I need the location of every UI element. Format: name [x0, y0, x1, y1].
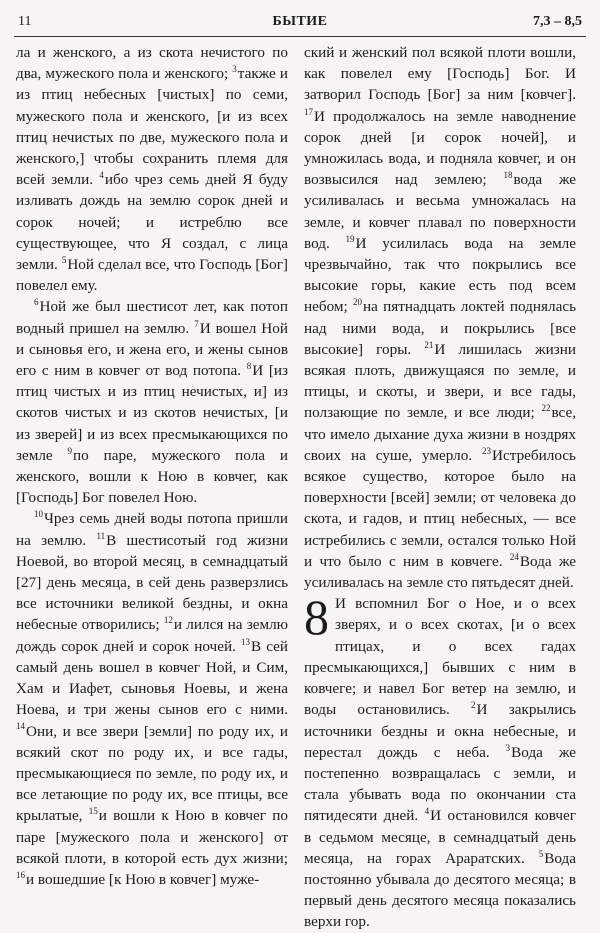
verse-text: ла и женского, а из скота нечистого по два, мужеского пола и женского;	[16, 44, 288, 83]
verse-number: 4	[424, 806, 430, 817]
verse-number: 3	[505, 742, 511, 753]
verse-number: 13	[240, 636, 250, 647]
verse-number: 20	[353, 297, 362, 308]
verse-number: 2	[471, 700, 476, 711]
verse-text: И усилилась вода на земле чрезвычайно, так что покрылись все высокие горы, какие есть под всем небом;	[304, 234, 576, 316]
verse-text: Истребилось всякое существо, которое было на поверхности [всей] земли; от человека до скота, и гадов, и птиц небесных, — все истребились с земли, остался только Ной и что было с ним в ковчеге.	[304, 446, 576, 570]
verse-text: И вспомнил Бог о Ное, и о всех зверях, и о всех скотах, [и о всех птицах, и о всех гадах пресмыкающихся,] бывших с ним в ковчеге; и навел Бог ветер на землю, и воды остановились.	[304, 595, 576, 719]
verse-paragraph	[304, 42, 576, 593]
verse-paragraph	[16, 296, 288, 508]
running-header	[14, 10, 586, 37]
verse-number: 15	[88, 806, 98, 817]
verse-text: И закрылись источники бездны и окна небесные, и перестал дождь с неба.	[304, 701, 576, 761]
chapter-verse-reference: 7,3 – 8,5	[533, 14, 582, 29]
verse-number: 21	[424, 339, 434, 350]
verse-number: 5	[538, 848, 544, 859]
verse-number: 24	[509, 551, 519, 562]
verse-text: Они, и все звери [земли] по роду их, и всякий скот по роду их, и все гады, пресмыкающиеся по земле, по роду их, и все летающие по роду их, все птицы, все крылатые,	[16, 722, 288, 825]
verse-text: И вошел Ной и сыновья его, и жена его, и жены сынов его с ним в ковчег от вод потопа.	[16, 319, 288, 380]
verse-text: Вода же усиливалась на земле сто пятьдесят дней.	[304, 552, 576, 592]
verse-text: И продолжалось на земле наводнение сорок дней [и сорок ночей], и умножилась вода, и подняла ковчег, и он возвысился над землею;	[304, 107, 576, 189]
verse-number: 10	[34, 509, 43, 520]
verse-text: по паре, мужеского пола и женского, вошли к Ною в ковчег, как [Господь] Бог повелел Ною.	[16, 446, 289, 507]
verse-text: И лишилась жизни всякая плоть, движущаяся по земле, и птицы, и скоты, и звери, и все гады, ползающие по земле, и все люди;	[304, 340, 576, 422]
verse-number: 12	[163, 615, 173, 626]
verse-text: Чрез семь дней воды потопа пришли на землю.	[16, 510, 288, 549]
verse-text: все, что имело дыхание духа жизни в ноздрях своих на суше, умерло.	[304, 404, 576, 464]
verse-paragraph	[16, 508, 288, 890]
verse-number: 5	[61, 254, 67, 265]
verse-text: Вода же постепенно возвращалась с земли, и стала убывать вода по окончании ста пятидесяти дней.	[304, 743, 576, 825]
verse-text: ский и женский пол всякой плоти вошли, как повелел ему [Господь] Бог. И затворил Господь [Бог] за ним [ковчег].	[304, 44, 576, 104]
verse-paragraph	[304, 589, 576, 932]
verse-number: 23	[482, 445, 492, 456]
verse-text: вода же усиливалась и весьма умножалась на земле, и ковчег плавал по поверхности вод.	[304, 171, 576, 252]
verse-number: 19	[345, 233, 355, 244]
verse-text: И остановился ковчег в седьмом месяце, в семнадцатый день месяца, на горах Араратских.	[304, 807, 576, 867]
right-text-column	[304, 42, 576, 933]
verse-number: 14	[16, 721, 25, 732]
verse-text: на пятнадцать локтей поднялась над ними вода, и покрылись [все высокие] горы.	[304, 298, 576, 358]
verse-number: 6	[34, 297, 39, 308]
verse-text: и вошедшие [к Ною в ковчег] муже-	[26, 870, 260, 888]
verse-text: И [из птиц чистых и из птиц нечистых, и] из скотов чистых и из скотов нечистых, [и из зверей] и из всех пресмыкающихся по земле	[16, 362, 288, 464]
left-text-column	[16, 42, 288, 890]
verse-text: ибо чрез семь дней Я буду изливать дождь на землю сорок дней и сорок ночей; и истреблю все существующее, что Я создал, с лица земли.	[16, 171, 289, 274]
verse-paragraph	[16, 42, 288, 296]
verse-number: 17	[304, 106, 313, 117]
verse-text: и вошли к Ною в ковчег по паре [мужеского пола и женского] от всякой плоти, в которой есть дух жизни;	[16, 807, 288, 867]
book-title: БЫТИЕ	[272, 14, 328, 29]
verse-number: 4	[99, 170, 104, 181]
verse-text: и лился на землю дождь сорок дней и сорок ночей.	[16, 616, 288, 655]
verse-number: 3	[232, 64, 237, 75]
verse-text: В сей самый день вошел в ковчег Ной, и Сим, Хам и Иафет, сыновья Ноевы, и жена Ноева, и три жены сынов его с ними.	[16, 637, 288, 719]
page-number: 11	[18, 14, 32, 29]
verse-text: Ной сделал все, что Господь [Бог] повелел ему.	[16, 256, 288, 295]
verse-text: Ной же был шестисот лет, как потоп водный пришел на землю.	[16, 298, 288, 337]
verse-number: 16	[16, 869, 25, 880]
verse-text: Вода постоянно убывала до десятого месяца; в первый день десятого месяца показались верхи гор.	[304, 849, 576, 931]
verse-number: 8	[246, 360, 252, 371]
verse-text: В шестисотый год жизни Ноевой, во второй месяц, в семнадцатый [27] день месяца, в сей день разверзлись все источники великой бездны, и окна небесные отворились;	[16, 531, 288, 634]
verse-number: 7	[194, 318, 199, 329]
verse-text: также и из птиц небесных [чистых] по семи, мужеского пола и женского, [и из всех птиц нечистых по две, мужеского пола и женского,] чтобы сохранить племя для всей земли.	[16, 65, 289, 189]
verse-number: 18	[503, 170, 513, 181]
chapter-number: 8	[304, 589, 329, 646]
verse-number: 9	[67, 445, 73, 456]
verse-number: 22	[541, 403, 551, 414]
verse-number: 11	[96, 530, 106, 541]
